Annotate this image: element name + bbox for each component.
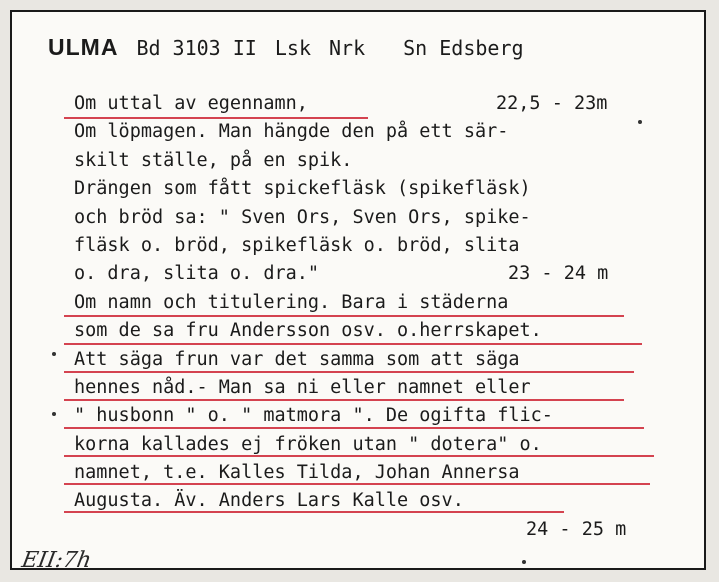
page-ref: 24 - 25 m bbox=[526, 518, 627, 540]
text-line: skilt ställe, på en spik. bbox=[74, 149, 353, 171]
text-line: fläsk o. bröd, spikefläsk o. bröd, slita bbox=[74, 234, 520, 256]
page-ref: 22,5 - 23m bbox=[496, 93, 608, 114]
text-line: hennes nåd.- Man sa ni eller namnet eller bbox=[74, 376, 531, 398]
corner-mark: EII:7h bbox=[19, 548, 94, 573]
parish-name: Sn Edsberg bbox=[403, 36, 524, 60]
text-line bbox=[74, 516, 627, 544]
text-line: " husbonn " o. " matmora ". De ogifta flic- bbox=[74, 405, 553, 427]
archive-name: ULMA bbox=[48, 34, 119, 60]
ink-speck bbox=[522, 560, 526, 564]
text-line: Om löpmagen. Man hängde den på ett sär- bbox=[74, 121, 509, 143]
ink-speck bbox=[52, 412, 56, 416]
ink-speck bbox=[52, 352, 56, 356]
text-line: Drängen som fått spickefläsk (spikefläsk) bbox=[74, 178, 531, 200]
landskap-code: Lsk bbox=[274, 36, 311, 60]
text-line: korna kallades ej fröken utan " dotera" o. bbox=[74, 433, 542, 455]
card-text bbox=[74, 90, 627, 544]
archive-card bbox=[10, 10, 706, 570]
text-line: Augusta. Äv. Anders Lars Kalle osv. bbox=[74, 490, 464, 512]
text-line: och bröd sa: " Sven Ors, Sven Ors, spike- bbox=[74, 206, 531, 228]
text-line: o. dra, slita o. dra." 23 - 24 m bbox=[74, 260, 553, 288]
page-ref: 23 - 24 m bbox=[508, 263, 609, 285]
card-header bbox=[48, 34, 524, 61]
text-line: namnet, t.e. Kalles Tilda, Johan Annersa bbox=[74, 462, 520, 484]
ink-speck bbox=[638, 120, 642, 124]
volume-number: Bd 3103 II bbox=[136, 36, 257, 60]
text-line: Om namn och titulering. Bara i städerna bbox=[74, 291, 509, 313]
text-line: Att säga frun var det samma som att säga bbox=[74, 348, 520, 370]
region-code: Nrk bbox=[328, 36, 366, 60]
text-line: Om uttal av egennamn, 22,5 - 23m bbox=[74, 90, 553, 118]
text-line: som de sa fru Andersson osv. o.herrskapet. bbox=[74, 320, 542, 342]
